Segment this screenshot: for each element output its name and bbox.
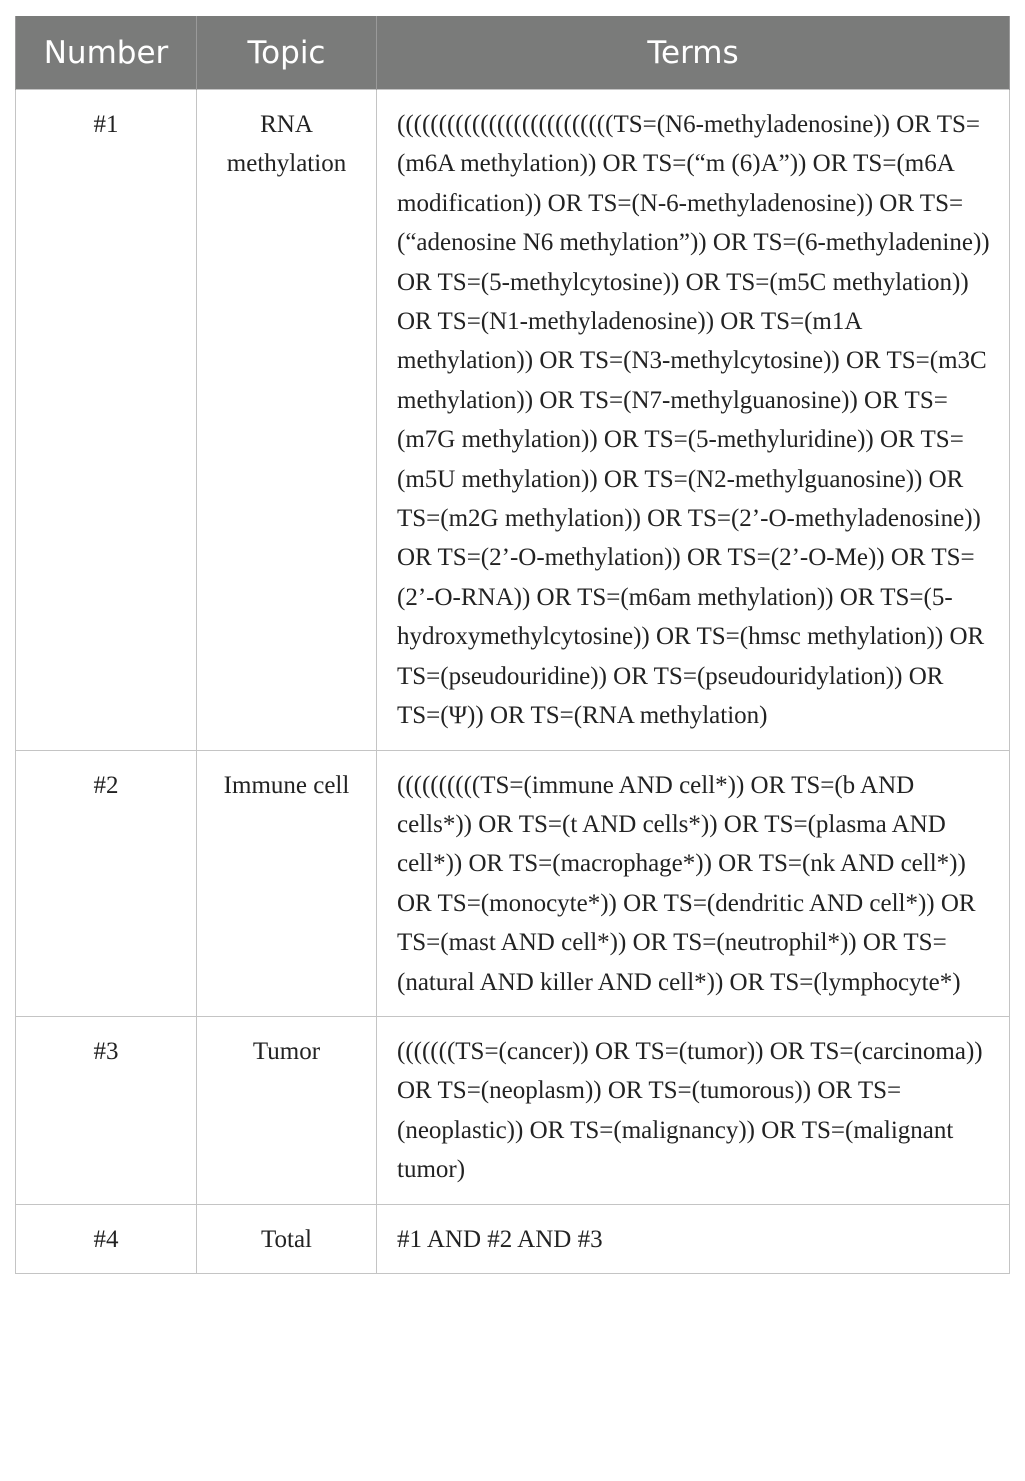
table-row <box>16 90 1010 751</box>
row-number: #4 <box>16 1204 197 1273</box>
header-row <box>16 16 1010 90</box>
row-topic: Tumor <box>197 1016 377 1204</box>
row-number: #1 <box>16 90 197 751</box>
table-row <box>16 1016 1010 1204</box>
row-topic: Immune cell <box>197 750 377 1016</box>
search-strategy-table-container <box>15 16 1009 1274</box>
header-number: Number <box>16 16 197 90</box>
table-row <box>16 1204 1010 1273</box>
table-body <box>16 90 1010 1274</box>
header-terms: Terms <box>377 16 1010 90</box>
row-terms: (((((((TS=(cancer)) OR TS=(tumor)) OR TS=(carcinoma)) OR TS=(neoplasm)) OR TS=(tumorous)) OR TS=(neoplastic)) OR TS=(malignancy)) OR TS=(malignant tumor) <box>377 1016 1010 1204</box>
row-topic: RNA methylation <box>197 90 377 751</box>
row-topic: Total <box>197 1204 377 1273</box>
row-number: #2 <box>16 750 197 1016</box>
search-strategy-table <box>15 16 1010 1274</box>
row-terms: ((((((((((TS=(immune AND cell*)) OR TS=(b AND cells*)) OR TS=(t AND cells*)) OR TS=(plasma AND cell*)) OR TS=(macrophage*)) OR TS=(nk AND cell*)) OR TS=(monocyte*)) OR TS=(dendritic AND cell*)) OR TS=(mast AND cell*)) OR TS=(neutrophil*)) OR TS=(natural AND killer AND cell*)) OR TS=(lymphocyte*) <box>377 750 1010 1016</box>
row-terms: #1 AND #2 AND #3 <box>377 1204 1010 1273</box>
header-topic: Topic <box>197 16 377 90</box>
table-header <box>16 16 1010 90</box>
table-row <box>16 750 1010 1016</box>
row-terms: ((((((((((((((((((((((((((TS=(N6-methyladenosine)) OR TS=(m6A methylation)) OR TS=(“m (6)A”)) OR TS=(m6A modification)) OR TS=(N-6-methyladenosine)) OR TS=(“adenosine N6 methylation”)) OR TS=(6-methyladenine)) OR TS=(5-methylcytosine)) OR TS=(m5C methylation)) OR TS=(N1-methyladenosine)) OR TS=(m1A methylation)) OR TS=(N3-methylcytosine)) OR TS=(m3C methylation)) OR TS=(N7-methylguanosine)) OR TS=(m7G methylation)) OR TS=(5-methyluridine)) OR TS=(m5U methylation)) OR TS=(N2-methylguanosine)) OR TS=(m2G methylation)) OR TS=(2’-O-methyladenosine)) OR TS=(2’-O-methylation)) OR TS=(2’-O-Me)) OR TS=(2’-O-RNA)) OR TS=(m6am methylation)) OR TS=(5-hydroxymethylcytosine)) OR TS=(hmsc methylation)) OR TS=(pseudouridine)) OR TS=(pseudouridylation)) OR TS=(Ψ)) OR TS=(RNA methylation) <box>377 90 1010 751</box>
row-number: #3 <box>16 1016 197 1204</box>
